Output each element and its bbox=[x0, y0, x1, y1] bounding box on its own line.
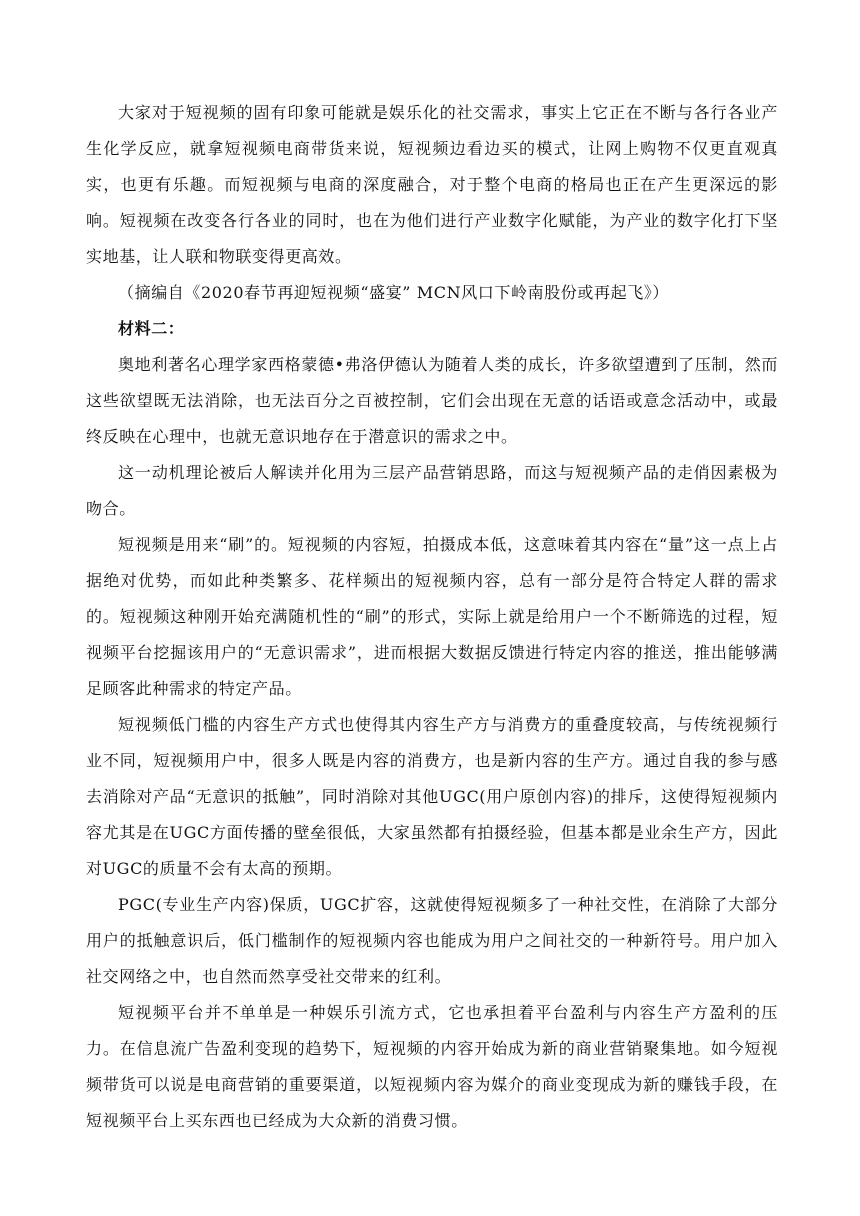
paragraph-platform-profit: 短视频平台并不单单是一种娱乐引流方式，它也承担着平台盈利与内容生产方盈利的压力。在信息流广告盈利变现的趋势下，短视频的内容开始成为新的商业营销聚集地。如今短视频带货可以说是电商营销的重要渠道，以短视频内容为媒介的商业变现成为新的赚钱手段，在短视频平台上买东西也已经成为大众新的消费习惯。 bbox=[86, 1003, 778, 1130]
paragraph-pgc-ugc: PGC(专业生产内容)保质，UGC扩容，这就使得短视频多了一种社交性，在消除了大部分用户的抵触意识后，低门槛制作的短视频内容也能成为用户之间社交的一种新符号。用户加入社交网络之中，也自然而然享受社交带来的红利。 bbox=[86, 895, 778, 986]
source-citation: （摘编自《2020春节再迎短视频“盛宴” MCN风口下岭南股份或再起飞》） bbox=[118, 283, 669, 302]
paragraph-intro: 大家对于短视频的固有印象可能就是娱乐化的社交需求，事实上它正在不断与各行各业产生化学反应，就拿短视频电商带货来说，短视频边看边买的模式，让网上购物不仅更直观真实，也更有乐趣。而短视频与电商的深度融合，对于整个电商的格局也正在产生更深远的影响。短视频在改变各行各业的同时，也在为他们进行产业数字化赋能，为产业的数字化打下坚实地基，让人联和物联变得更高效。 bbox=[86, 103, 778, 266]
paragraph-brush: 短视频是用来“刷”的。短视频的内容短，拍摄成本低，这意味着其内容在“量”这一点上占据绝对优势，而如此种类繁多、花样频出的短视频内容，总有一部分是符合特定人群的需求的。短视频这种刚开始充满随机性的“刷”的形式，实际上就是给用户一个不断筛选的过程，短视频平台挖掘该用户的“无意识需求”，进而根据大数据反馈进行特定内容的推送，推出能够满足顾客此种需求的特定产品。 bbox=[86, 535, 778, 698]
paragraph-freud: 奥地利著名心理学家西格蒙德•弗洛伊德认为随着人类的成长，许多欲望遭到了压制，然而这些欲望既无法消除，也无法百分之百被控制，它们会出现在无意的话语或意念活动中，或最终反映在心理中，也就无意识地存在于潜意识的需求之中。 bbox=[86, 355, 778, 446]
section-heading-material-two: 材料二： bbox=[118, 319, 185, 338]
document-page bbox=[86, 95, 778, 1139]
paragraph-low-threshold: 短视频低门槛的内容生产方式也使得其内容生产方与消费方的重叠度较高，与传统视频行业不同，短视频用户中，很多人既是内容的消费方，也是新内容的生产方。通过自我的参与感去消除对产品“无意识的抵触”，同时消除对其他UGC(用户原创内容)的排斥，这使得短视频内容尤其是在UGC方面传播的壁垒很低，大家虽然都有拍摄经验，但基本都是业余生产方，因此对UGC的质量不会有太高的预期。 bbox=[86, 715, 778, 878]
paragraph-motivation-theory: 这一动机理论被后人解读并化用为三层产品营销思路，而这与短视频产品的走俏因素极为吻合。 bbox=[86, 463, 778, 518]
